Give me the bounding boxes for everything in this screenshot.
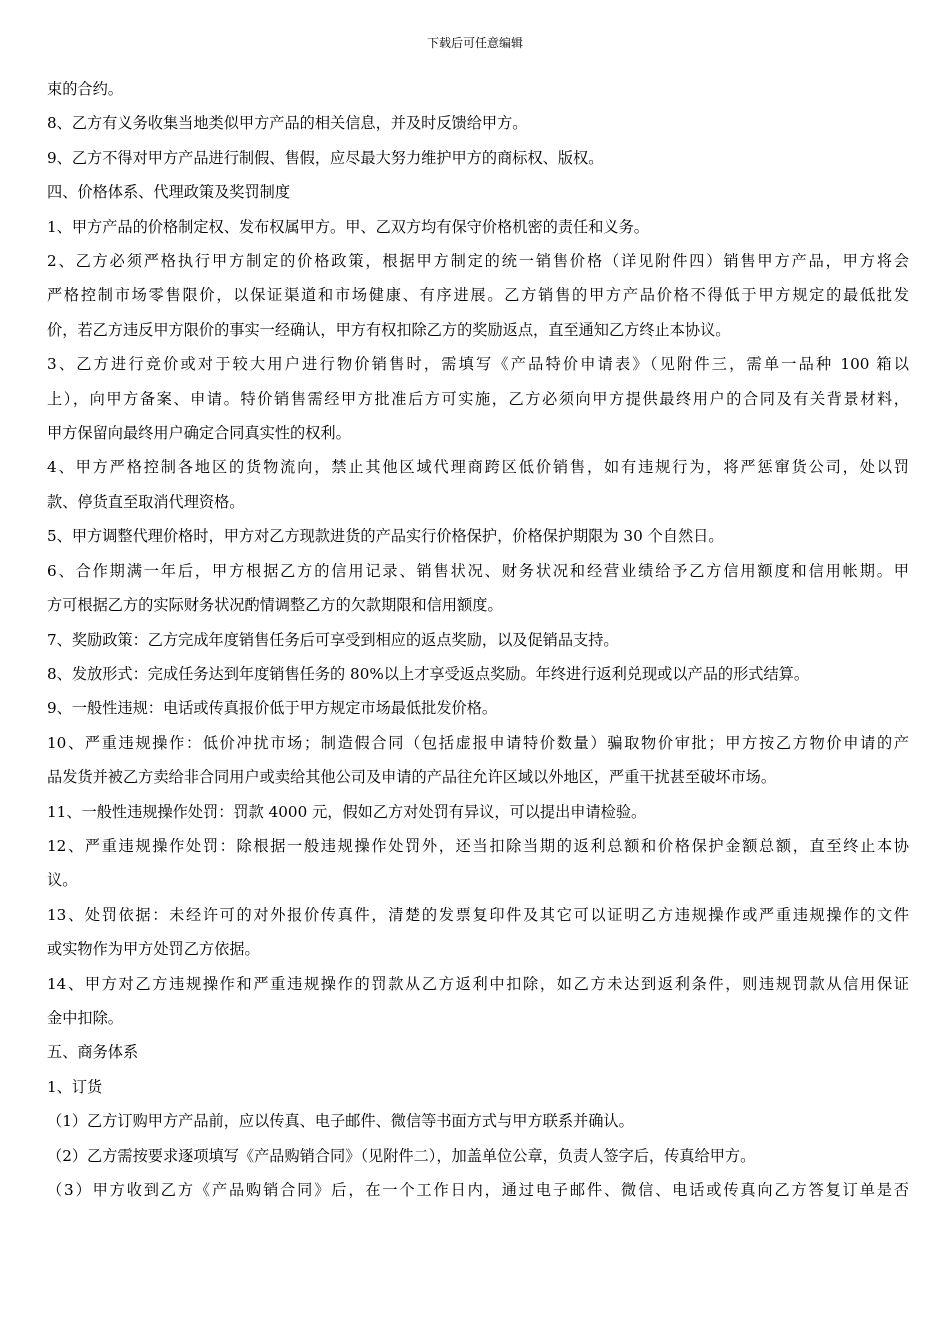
paragraph-line: 或实物作为甲方处罚乙方依据。 [47,940,260,959]
paragraph-line: 9、乙方不得对甲方产品进行制假、售假，应尽最大努力维护甲方的商标权、版权。 [47,148,604,167]
section-heading: 五、商务体系 [47,1043,139,1062]
paragraph-line: 2、乙方必须严格执行甲方制定的价格政策，根据甲方制定的统一销售价格（详见附件四）销售甲方产品，甲方将会 [47,252,909,271]
paragraph-line: 12、严重违规操作处罚：除根据一般违规操作处罚外，还当扣除当期的返利总额和价格保护金额总额，直至终止本协 [47,836,909,855]
paragraph-line: 严格控制市场零售限价，以保证渠道和市场健康、有序进展。乙方销售的甲方产品价格不得低于甲方规定的最低批发 [47,286,909,305]
paragraph-line: 10、严重违规操作：低价冲扰市场；制造假合同（包括虚报申请特价数量）骗取物价审批；甲方按乙方物价申请的产 [47,733,909,752]
paragraph-line: 6、合作期满一年后，甲方根据乙方的信用记录、销售状况、财务状况和经营业绩给予乙方信用额度和信用帐期。甲 [47,561,909,580]
paragraph-line: 7、奖励政策：乙方完成年度销售任务后可享受到相应的返点奖励，以及促销品支持。 [47,630,619,649]
paragraph-line: 方可根据乙方的实际财务状况酌情调整乙方的欠款期限和信用额度。 [47,596,503,615]
paragraph-line: 价，若乙方违反甲方限价的事实一经确认，甲方有权扣除乙方的奖励返点，直至通知乙方终止本协议。 [47,320,731,339]
document-body [47,72,909,1207]
paragraph-line: 4、甲方严格控制各地区的货物流向，禁止其他区域代理商跨区低价销售，如有违规行为，将严惩窜货公司，处以罚 [47,458,909,477]
paragraph-line: 款、停货直至取消代理资格。 [47,492,245,511]
paragraph-line: （2）乙方需按要求逐项填写《产品购销合同》（见附件二），加盖单位公章，负责人签字后，传真给甲方。 [47,1146,756,1165]
paragraph-line: （3）甲方收到乙方《产品购销合同》后，在一个工作日内，通过电子邮件、微信、电话或传真向乙方答复订单是否 [47,1181,909,1199]
paragraph-line: 8、发放形式：完成任务达到年度销售任务的 80%以上才享受返点奖励。年终进行返利兑现或以产品的形式结算。 [47,664,810,683]
paragraph-line: 11、一般性违规操作处罚：罚款 4000 元，假如乙方对处罚有异议，可以提出申请检验。 [47,802,647,821]
paragraph-line: 5、甲方调整代理价格时，甲方对乙方现款进货的产品实行价格保护，价格保护期限为 30 个自然日。 [47,527,724,546]
paragraph-line: 束的合约。 [47,80,123,98]
paragraph-line: 9、一般性违规：电话或传真报价低于甲方规定市场最低批发价格。 [47,699,498,718]
paragraph-line: （1）乙方订购甲方产品前，应以传真、电子邮件、微信等书面方式与甲方联系并确认。 [47,1112,634,1131]
paragraph-line: 金中扣除。 [47,1008,123,1027]
paragraph-line: 品发货并被乙方卖给非合同用户或卖给其他公司及申请的产品往允许区域以外地区，严重干扰甚至破坏市场。 [47,768,776,787]
paragraph-line: 上），向甲方备案、申请。特价销售需经甲方批准后方可实施，乙方必须向甲方提供最终用户的合同及有关背景材料， [47,389,909,408]
paragraph-line: 3、乙方进行竞价或对于较大用户进行物价销售时，需填写《产品特价申请表》（见附件三，需单一品种 100 箱以 [47,355,909,374]
paragraph-line: 14、甲方对乙方违规操作和严重违规操作的罚款从乙方返利中扣除，如乙方未达到返利条件，则违规罚款从信用保证 [47,974,909,993]
section-heading: 四、价格体系、代理政策及奖罚制度 [47,183,290,202]
subsection-heading: 1、订货 [47,1077,103,1096]
paragraph-line: 13、处罚依据：未经许可的对外报价传真件，清楚的发票复印件及其它可以证明乙方违规操作或严重违规操作的文件 [47,905,909,924]
paragraph-line: 8、乙方有义务收集当地类似甲方产品的相关信息，并及时反馈给甲方。 [47,114,528,133]
paragraph-line: 甲方保留向最终用户确定合同真实性的权利。 [47,424,351,443]
paragraph-line: 议。 [47,871,78,890]
page-header: 下载后可任意编辑 [426,36,523,50]
paragraph-line: 1、甲方产品的价格制定权、发布权属甲方。甲、乙双方均有保守价格机密的责任和义务。 [47,217,649,236]
